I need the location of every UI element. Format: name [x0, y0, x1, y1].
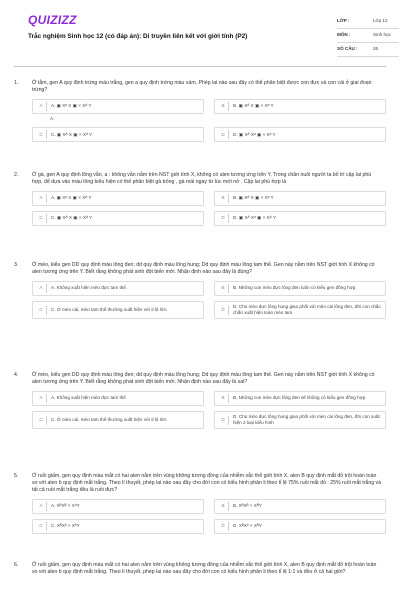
meta-row-count — [337, 43, 399, 57]
answer-options — [32, 281, 386, 319]
question-4 — [14, 372, 386, 429]
option-letter: D — [218, 214, 229, 223]
question-3 — [14, 262, 386, 319]
option-text: D. ▣ Xᴬ Xᵃ ▣ × Xᵃ Y — [233, 131, 276, 137]
question-number: 6. — [14, 562, 19, 568]
meta-value: Lớp 12 — [373, 18, 388, 24]
meta-value: Sinh học — [373, 32, 391, 38]
option-text: D. Cho mèo đực lông hung giao phối với mèo cái lông đen, đời con xuất hiện 2 loại kiểu hình — [233, 414, 380, 426]
option-c[interactable] — [32, 519, 204, 534]
question-5 — [14, 473, 386, 534]
option-extra-text: A. — [50, 116, 55, 122]
option-d[interactable] — [214, 211, 386, 226]
option-letter: A — [36, 194, 47, 203]
option-letter: B — [218, 194, 229, 203]
option-text: A. Không xuất hiện mèo đực tam thể — [51, 395, 126, 401]
question-text: Ở gà, gen A quy định lông vằn, a : không vằn nằm trên NST giới tính X, không có alen tương ứng trên Y. Trong chăn nuôi người ta bố trí cặp lai phù hợp, để dựa vào màu lông biểu hiện có thể phân biệt gà trống , gà mái ngay từ lúc mới nở . Cặp lai phù hợp là — [32, 172, 372, 186]
option-letter: B — [218, 102, 229, 111]
option-d[interactable] — [214, 301, 386, 319]
meta-key: LỚP : — [337, 18, 350, 24]
option-a[interactable] — [32, 281, 204, 296]
answer-options — [32, 99, 386, 142]
meta-row-class — [337, 15, 399, 29]
option-text: B. Những con mèo đực lông đen sẽ không có kiểu gen đồng hợp — [233, 395, 366, 401]
option-letter: A — [36, 102, 47, 111]
option-text: C. Ở mèo cái, mèo tam thể thường xuất hiện với tỉ lệ lớn. — [51, 307, 168, 313]
option-b[interactable] — [214, 499, 386, 514]
option-d[interactable] — [214, 127, 386, 142]
question-number: 1. — [14, 80, 19, 86]
option-c[interactable] — [32, 211, 204, 226]
answer-options — [32, 499, 386, 534]
option-letter: D — [218, 306, 229, 315]
option-d[interactable] — [214, 411, 386, 429]
question-number: 5. — [14, 473, 19, 479]
option-letter: B — [218, 502, 229, 511]
option-c[interactable] — [32, 301, 204, 319]
option-text: D. Cho mèo đực lông hung giao phối với mèo cái lông đen, đời con chắc chắn xuất hiện toàn mèo tam — [233, 304, 381, 316]
meta-key: SỐ CÂU : — [337, 46, 358, 52]
quizizz-logo: QUIZIZZ — [28, 13, 77, 27]
question-text: Ở tằm, gen A quy định trứng màu trắng, gen a quy định trứng màu xám. Phép lai nào sau đây có thể phân biệt được con đực và con cái ở giai đoạn trứng? — [32, 80, 372, 94]
worksheet-meta — [337, 15, 399, 57]
option-letter: C — [36, 522, 47, 531]
option-b[interactable] — [214, 191, 386, 206]
option-text: A. ▣ Xᵃ X ▣ × Xᴬ Y — [51, 195, 92, 201]
option-text: D. ▣ Xᴬ Xᵃ ▣ × Xᴬ Y — [233, 215, 276, 221]
option-text: D. XᴮXᵇ × XᴮY — [233, 523, 262, 529]
option-text: A. ▣ Xᵃ X ▣ × Xᴬ Y — [51, 103, 92, 109]
option-a[interactable] — [32, 499, 204, 514]
option-text: C. ▣ Xᴬ X ▣ × Xᴬ Y — [51, 131, 93, 137]
option-letter: C — [36, 416, 47, 425]
option-a[interactable] — [32, 391, 204, 406]
option-text: C. ▣ Xᴬ X ▣ × Xᴬ Y — [51, 215, 93, 221]
question-text: Ở ruồi giấm, gen quy định màu mắt có hai alen nằm trên vùng không tương đồng của nhiễm sắc thể giới tính X, alen B quy định mắt đỏ trội hoàn toàn so với alen b quy định mắt trắng. Theo lí thuyết, phép lai nào sau đây cho đời con có kiểu hình phân li theo tỉ lệ 75% ruồi mắt đỏ : 25% ruồi mắt trắng và tất cả ruồi mắt trắng đều là ruồi đực? — [32, 473, 382, 494]
option-letter: B — [218, 394, 229, 403]
option-b[interactable] — [214, 391, 386, 406]
meta-value: 26 — [373, 46, 379, 52]
option-d[interactable] — [214, 519, 386, 534]
question-1 — [14, 80, 386, 142]
answer-options — [32, 391, 386, 429]
meta-key: MÔN : — [337, 32, 351, 38]
question-number: 4. — [14, 372, 19, 378]
option-text: B. Những con mèo đực lông đen luôn có kiểu gen đồng hợp. — [233, 285, 357, 291]
option-text: B. ▣ Xᴬ X ▣ × Xᵃ Y — [233, 195, 274, 201]
option-b[interactable] — [214, 99, 386, 114]
option-text: A. XᴮXᴮ × XᵇY — [51, 503, 80, 509]
meta-row-subject — [337, 29, 399, 43]
worksheet-header — [14, 0, 391, 64]
option-letter: C — [36, 306, 47, 315]
option-letter: D — [218, 522, 229, 531]
worksheet-title: Trắc nghiệm Sinh học 12 (có đáp án): Di truyền liên kết với giới tính (P2) — [28, 33, 248, 40]
option-letter: A — [36, 394, 47, 403]
option-a[interactable] — [32, 99, 204, 114]
option-letter: D — [218, 130, 229, 139]
question-2 — [14, 172, 386, 226]
question-number: 3. — [14, 262, 19, 268]
option-letter: B — [218, 284, 229, 293]
option-c[interactable] — [32, 127, 204, 142]
option-letter: A — [36, 284, 47, 293]
option-letter: C — [36, 130, 47, 139]
header-divider — [14, 66, 386, 67]
question-text: Ở mèo, kiểu gen DD quy định màu lông đen; dd quy định màu lông hung; Dd quy định màu lông tam thể. Gen này nằm trên NST giới tính X không có alen tương ứng trên Y. Biết rằng không phát sinh đột biến mới. Nhận định nào sau đây là đúng? — [32, 262, 375, 276]
option-letter: A — [36, 502, 47, 511]
option-letter: D — [218, 416, 229, 425]
option-text: B. XᴮXᴮ × XᴮY — [233, 503, 262, 509]
option-text: C. Ở mèo cái, mèo tam thể thường xuất hiện với tỉ lệ lớn — [51, 417, 167, 423]
option-text: C. XᴮXᵇ × XᵇY — [51, 523, 80, 529]
option-b[interactable] — [214, 281, 386, 296]
question-6 — [14, 562, 386, 576]
option-text: A. Không xuất hiện mèo đực tam thể. — [51, 285, 128, 291]
question-number: 2. — [14, 172, 19, 178]
answer-options — [32, 191, 386, 226]
option-a[interactable] — [32, 191, 204, 206]
question-text: Ở mèo, kiểu gen DD quy định màu lông đen; dd quy định màu lông hung; Dd quy định màu lông tam thể. Gen này nằm trên NST giới tính X không có alen tương ứng trên Y. Biết rằng không phát sinh đột biến mới. Nhận định nào sau đây là sai? — [32, 372, 375, 386]
option-c[interactable] — [32, 411, 204, 429]
option-text: B. ▣ Xᴬ X ▣ × Xᵃ Y — [233, 103, 274, 109]
option-letter: C — [36, 214, 47, 223]
question-text: Ở ruồi giấm, gen quy định màu mắt có hai alen nằm trên vùng không tương đồng của nhiễm sắc thể giới tính X, alen B quy định mắt đỏ trội hoàn toàn so với alen b quy định mắt trắng. Theo lí thuyết, phép lai nào sau đây cho đời con có kiểu hình phân li theo tỉ lệ 1:1 và đều ở cả hai giới? — [32, 562, 377, 576]
